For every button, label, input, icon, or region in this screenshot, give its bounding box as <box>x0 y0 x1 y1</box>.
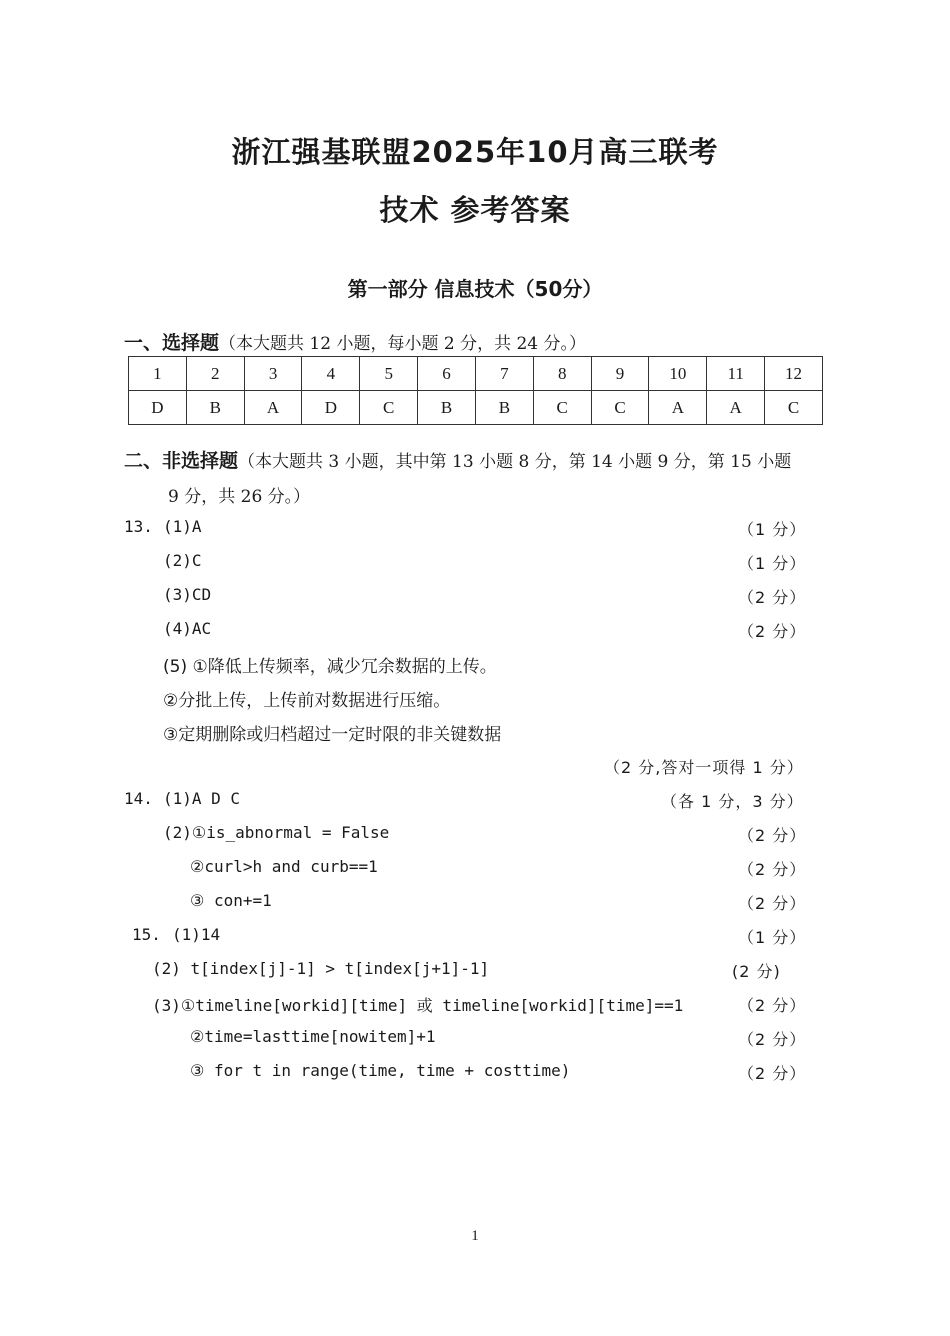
q15-score-3-2: （2 分） <box>738 1030 807 1049</box>
q15-score-3-3: （2 分） <box>738 1064 807 1083</box>
q13-answer-5-line3: ③定期删除或归档超过一定时限的非关键数据 <box>163 725 502 745</box>
question-number-cell: 2 <box>186 357 244 391</box>
answer-cell: C <box>533 391 591 425</box>
question-number-cell: 5 <box>360 357 418 391</box>
answer-cell: C <box>591 391 649 425</box>
answer-cell: C <box>360 391 418 425</box>
q13-score-2: （1 分） <box>738 554 807 573</box>
answer-cell: A <box>244 391 302 425</box>
q15-answer-3-3: ③ for t in range(time, time + costtime) <box>190 1061 571 1080</box>
q14-answer-2-2: ②curl>h and curb==1 <box>190 857 378 876</box>
q13-score-1: （1 分） <box>738 520 807 539</box>
free-response-description-cont: 9 分，共 26 分。） <box>168 487 311 507</box>
answer-cell: C <box>765 391 823 425</box>
q15-score-2: (2 分) <box>732 962 781 981</box>
q13-answer-1: (1)A <box>163 517 202 536</box>
q14-answer-2-3: ③ con+=1 <box>190 891 272 910</box>
free-response-description: （本大题共 3 小题，其中第 13 小题 8 分，第 14 小题 9 分，第 15 小题 <box>238 452 792 472</box>
q14-score-1: （各 1 分，3 分） <box>661 792 804 811</box>
multiple-choice-label: 一、选择题 <box>124 332 220 354</box>
answer-cell: B <box>475 391 533 425</box>
answer-table-answer-row <box>129 391 823 425</box>
answer-cell: A <box>649 391 707 425</box>
document-title: 浙江强基联盟2025年10月高三联考 <box>231 135 719 169</box>
q15-answer-3-2: ②time=lasttime[nowitem]+1 <box>190 1027 436 1046</box>
question-number-cell: 7 <box>475 357 533 391</box>
q13-answer-2: (2)C <box>163 551 202 570</box>
q13-answer-3: (3)CD <box>163 585 212 604</box>
q15-answer-2: (2) t[index[j]-1] > t[index[j+1]-1] <box>152 959 490 978</box>
q15-score-3-1: （2 分） <box>738 996 807 1015</box>
question-number-cell: 6 <box>418 357 476 391</box>
answer-cell: B <box>418 391 476 425</box>
part-one-heading: 第一部分 信息技术（50分） <box>347 277 603 301</box>
q13-answer-4: (4)AC <box>163 619 212 638</box>
page-number: 1 <box>471 1228 479 1244</box>
q15-answer-1: (1)14 <box>172 925 221 944</box>
answer-table-number-row <box>129 357 823 391</box>
q14-answer-1: (1)A D C <box>163 789 241 808</box>
question-number-cell: 9 <box>591 357 649 391</box>
q14-score-2-1: （2 分） <box>738 826 807 845</box>
question-number-cell: 11 <box>707 357 765 391</box>
answer-cell: D <box>129 391 187 425</box>
question-number-cell: 8 <box>533 357 591 391</box>
q14-number: 14. <box>124 789 153 808</box>
q15-number: 15. <box>132 925 161 944</box>
answer-table <box>128 356 823 425</box>
multiple-choice-heading <box>124 328 586 355</box>
q15-score-1: （1 分） <box>738 928 807 947</box>
q15-answer-3-1: (3)①timeline[workid][time] 或 timeline[workid][time]==1 <box>152 996 684 1015</box>
answer-cell: B <box>186 391 244 425</box>
q13-score-5: （2 分,答对一项得 1 分） <box>604 758 804 777</box>
question-number-cell: 10 <box>649 357 707 391</box>
answer-cell: D <box>302 391 360 425</box>
free-response-label: 二、非选择题 <box>124 450 239 472</box>
q13-score-4: （2 分） <box>738 622 807 641</box>
q14-score-2-2: （2 分） <box>738 860 807 879</box>
answer-cell: A <box>707 391 765 425</box>
q14-score-2-3: （2 分） <box>738 894 807 913</box>
q13-answer-5-line1: (5) ①降低上传频率，减少冗余数据的上传。 <box>163 657 497 677</box>
multiple-choice-description: （本大题共 12 小题，每小题 2 分，共 24 分。） <box>219 334 587 354</box>
free-response-heading <box>124 446 791 473</box>
question-number-cell: 1 <box>129 357 187 391</box>
question-number-cell: 3 <box>244 357 302 391</box>
q13-score-3: （2 分） <box>738 588 807 607</box>
question-number-cell: 12 <box>765 357 823 391</box>
q13-answer-5-line2: ②分批上传，上传前对数据进行压缩。 <box>163 691 451 711</box>
q13-number: 13. <box>124 517 153 536</box>
q14-answer-2-1: (2)①is_abnormal = False <box>163 823 390 842</box>
question-number-cell: 4 <box>302 357 360 391</box>
document-subtitle: 技术 参考答案 <box>379 193 571 227</box>
